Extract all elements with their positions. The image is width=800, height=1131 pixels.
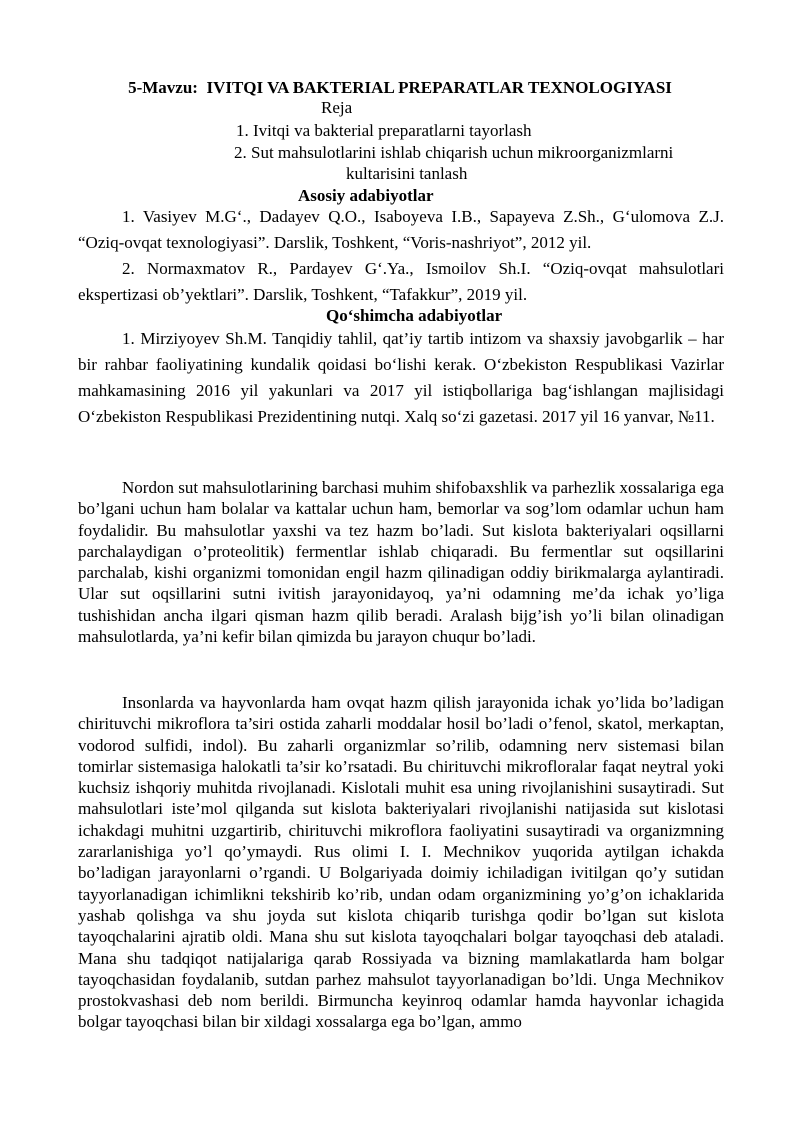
body-paragraph-1: Nordon sut mahsulotlarining barchasi muhim shifobaxshlik va parhezlik xossalariga ega bo’lgani uchun ham bolalar va kattalar uchun ham, bemorlar va sog’lom odamlar uchun ham foydalidir. Bu mahsulotlar yaxshi va tez hazm bo’ladi. Sut kislota bakteriyalari oqsillarni parchalaydigan o’proteolitik) fermentlar ishlab chiqaradi. Bu fermentlar sut oqsillarini parchalab, kishi organizmi tomonidan engil hazm qilinadigan oddiy birikmalarga aylantiradi. Ular sut oqsillarini sutni ivitish jarayonidayoq, ya’ni odamning me’da ichak yo’liga tushishidan ancha ilgari qisman hazm qilib beradi. Aralash bijg’ish yo’li bilan olinadigan mahsulotlarda, ya’ni kefir bilan qimizda bu jarayon chuqur bo’ladi. xyxy=(78,478,724,647)
plan-label: Reja xyxy=(321,98,353,117)
page-title: 5-Mavzu: IVITQI VA BAKTERIAL PREPARATLAR TEXNOLOGIYASI xyxy=(128,78,672,97)
extra-reference-1: 1. Mirziyoyev Sh.M. Tanqidiy tahlil, qat’iy tartib intizom va shaxsiy javobgarlik – har bir rahbar faoliyatining kundalik qoidasi bo‘lishi kerak. O‘zbekiston Respublikasi Vazirlar mahkamasining 2016 yil yakunlari va 2017 yil istiqbollariga bag‘ishlangan majlisidagi O‘zbekiston Respublikasi Prezidentining nutqi. Xalq so‘zi gazetasi. 2017 yil 16 yanvar, №11. xyxy=(78,329,724,426)
extra-literature-heading: Qo‘shimcha adabiyotlar xyxy=(326,306,503,325)
main-reference-2: 2. Normaxmatov R., Pardayev G‘.Ya., Ismoilov Sh.I. “Oziq-ovqat mahsulotlari ekspertizasi ob’yektlari”. Darslik, Toshkent, “Tafakkur”, 2019 yil. xyxy=(78,259,724,304)
main-literature-heading: Asosiy adabiyotlar xyxy=(298,186,434,205)
plan-item-2: 2. Sut mahsulotlarini ishlab chiqarish uchun mikroorganizmlarni xyxy=(234,143,674,162)
plan-item-2-cont: kultarisini tanlash xyxy=(346,164,468,183)
main-reference-1: 1. Vasiyev M.G‘., Dadayev Q.O., Isaboyeva I.B., Sapayeva Z.Sh., G‘ulomova Z.J. “Oziq-ovqat texnologiyasi”. Darslik, Toshkent, “Voris-nashriyot”, 2012 yil. xyxy=(78,207,724,252)
plan-item-1: 1. Ivitqi va bakterial preparatlarni tayorlash xyxy=(236,121,532,140)
body-paragraph-2: Insonlarda va hayvonlarda ham ovqat hazm qilish jarayonida ichak yo’lida bo’ladigan chirituvchi mikroflora ta’siri ostida zaharli moddalar hosil bo’ladi o’fenol, skatol, merkaptan, vodorod sulfidi, indol). Bu zaharli organizmlar so’rilib, odamning nerv sistemasi bilan tomirlar sistemasiga halokatli ta’sir ko’rsatadi. Bu chirituvchi mikrofloralar faqat neytral yoki kuchsiz ishqoriy muhitda rivojlanadi. Kislotali muhit esa uning rivojlanishini susaytiradi. Sut mahsulotlari iste’mol qilganda sut kislota bakteriyalari rivojlanishi natijasida sut kislotasi ichakdagi muhitni uzgartirib, chirituvchi mikroflora faoliyatini susaytiradi va organizmning zararlanishiga yo’l qo’ymaydi. Rus olimi I. I. Mechnikov yuqorida aytilgan ichakda bo’ladigan jarayonlarni o’rgandi. U Bolgariyada doimiy ichiladigan ivitilgan qo’y sutidan tayyorlanadigan ichimlikni tekshirib ko’rib, undan odam organizmining yo’g’on ichaklarida yashab qolishga va shu joyda sut kislota chiqarib turishga qodir bo’lgan sut kislota tayoqchalarini ajratib oldi. Mana shu sut kislota tayoqchalari bolgar tayoqchasi deb ataladi. Mana shu tadqiqot natijalariga qarab Rossiyada va bizning mamlakatlarda ham bolgar tayoqchasidan foydalanib, sutdan parhez mahsulot tayyorlanadigan bo’ldi. Unga Mechnikov prostokvashasi deb nom berildi. Birmuncha keyinroq odamlar hamda hayvonlar ichagida bolgar tayoqchasi bilan bir xildagi xossalarga ega bo’lgan, ammo xyxy=(78,693,724,1032)
